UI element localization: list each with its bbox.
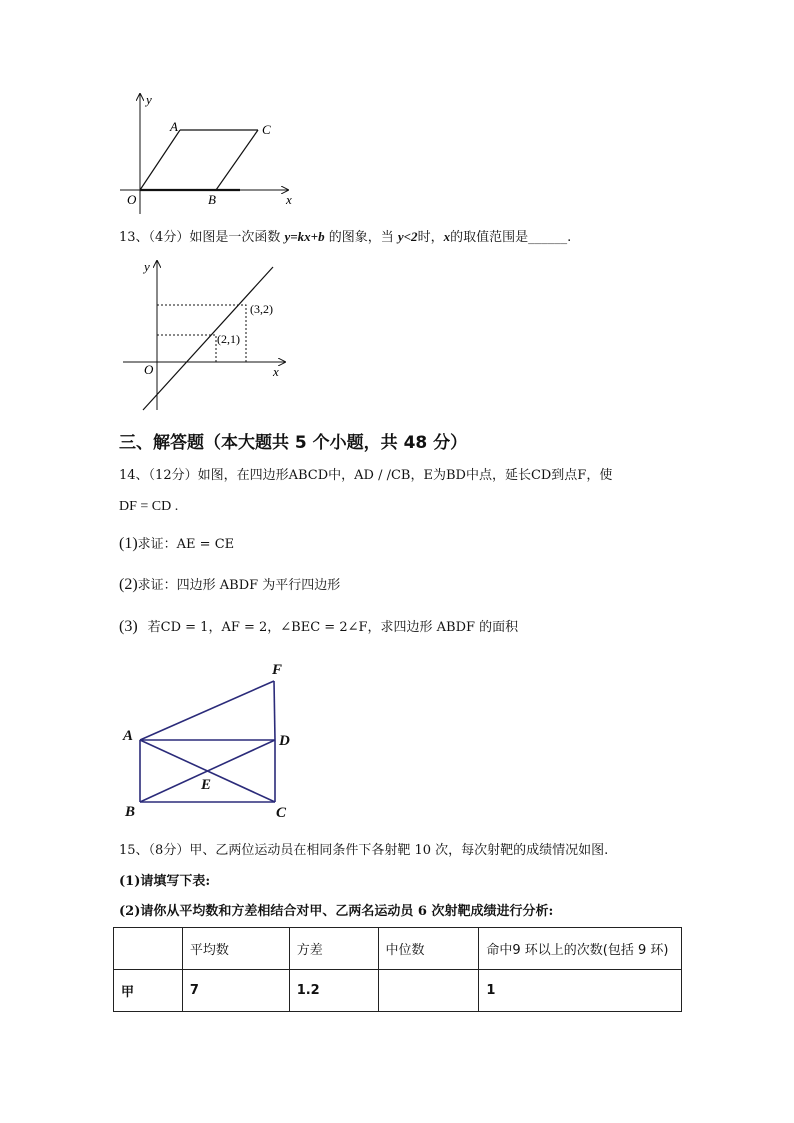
q13-text-before: 如图是一次函数: [189, 230, 281, 245]
label-b: B: [208, 192, 216, 207]
table-cell: 1.2: [289, 970, 378, 1012]
table-row: [114, 970, 682, 1012]
q14-part1-text: 求证：AE = CE: [137, 537, 235, 552]
x-label: x: [286, 192, 292, 207]
quadrilateral-figure: [118, 658, 308, 823]
q15-line3: (2)请你从平均数和方差相结合对甲、乙两名运动员 6 次射靶成绩进行分析:: [119, 904, 554, 919]
table-header-cell: 中位数: [378, 928, 479, 970]
label-e: E: [201, 777, 212, 793]
q13-number: 13、（4分）: [119, 230, 190, 245]
function-line: [143, 267, 273, 410]
q13-text-mid: 的图象，当: [328, 230, 394, 245]
q13-text-mid2: 时，: [417, 230, 444, 245]
segment-fd: [274, 681, 275, 740]
table-cell: 7: [182, 970, 289, 1012]
q14-part1: [119, 535, 234, 554]
q14-part3-number: (3): [119, 618, 138, 635]
y-label: y: [146, 92, 152, 107]
parallelogram-figure: [110, 88, 300, 218]
q14-part3-text: 若CD = 1，AF = 2，∠BEC = 2∠F，求四边形 ABDF 的面积: [147, 620, 519, 635]
label-b: B: [125, 804, 136, 820]
q14-part2: [119, 576, 340, 595]
table-header-cell: 命中9 环以上的次数(包括 9 环): [479, 928, 682, 970]
point-label-3-2: (3,2): [250, 302, 273, 316]
x-label: x: [273, 364, 279, 379]
q14-line1: 14、（12分）如图，在四边形ABCD中，AD / /CB，E为BD中点，延长CD到点F，使: [119, 468, 613, 483]
q14-part2-text: 求证：四边形 ABDF 为平行四边形: [137, 578, 341, 593]
table-header-row: [114, 928, 682, 970]
q13-var: x: [443, 229, 451, 244]
linear-function-figure: [115, 255, 295, 415]
table-header-cell: 方差: [289, 928, 378, 970]
table-cell: 甲: [114, 970, 183, 1012]
label-o: O: [127, 192, 137, 207]
q13-formula: y=kx+b: [284, 229, 325, 244]
table-header-cell: [114, 928, 183, 970]
label-f: F: [272, 662, 283, 678]
label-c: C: [262, 122, 271, 137]
table-header-cell: 平均数: [182, 928, 289, 970]
q14-part1-number: (1): [119, 535, 138, 552]
q14-line2: DF = CD .: [119, 499, 179, 514]
label-d: D: [279, 733, 290, 749]
point-label-2-1: (2,1): [217, 332, 240, 346]
question-13: [119, 228, 571, 247]
origin-label: O: [144, 362, 154, 377]
q15-line2: (1)请填写下表:: [119, 874, 211, 889]
y-label: y: [144, 259, 150, 274]
q14-part2-number: (2): [119, 576, 138, 593]
segment-oa: [140, 130, 180, 190]
label-c: C: [276, 805, 287, 821]
segment-bc: [216, 130, 258, 190]
table-cell: 1: [479, 970, 682, 1012]
score-table: [113, 927, 682, 1012]
q15-line1: 15、（8分）甲、乙两位运动员在相同条件下各射靶 10 次，每次射靶的成绩情况如图.: [119, 843, 609, 858]
label-a: A: [170, 119, 178, 134]
section-3-title: 三、解答题（本大题共 5 个小题，共 48 分）: [119, 433, 468, 453]
q13-condition: y<2: [397, 229, 418, 244]
q13-text-after: 的取值范围是______.: [450, 230, 572, 245]
segment-af: [140, 681, 274, 740]
label-a: A: [123, 728, 134, 744]
table-cell: [378, 970, 479, 1012]
q14-part3: [119, 618, 518, 637]
